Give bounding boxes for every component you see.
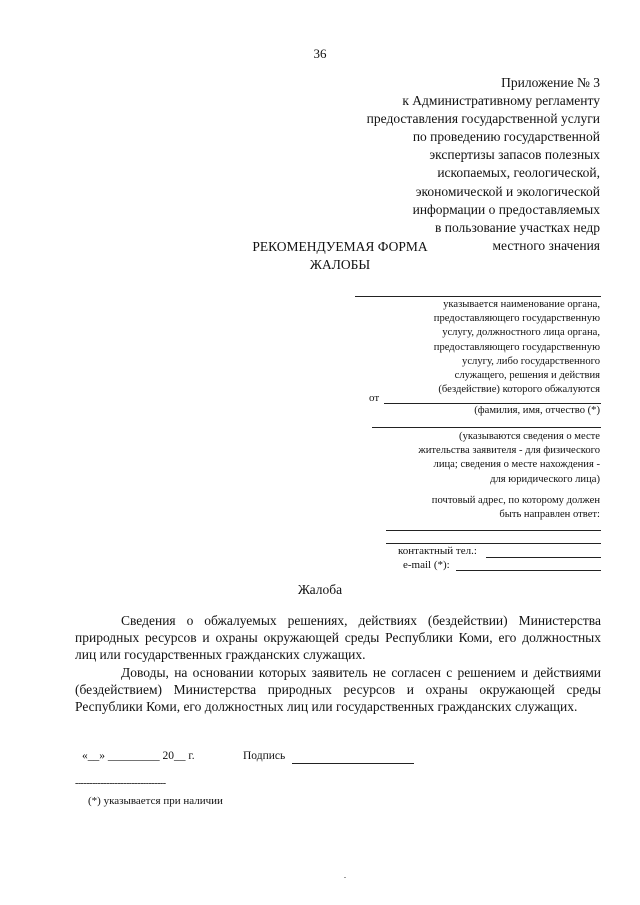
- footnote-separator: --------------------------------: [75, 778, 166, 789]
- appendix-header: [300, 74, 600, 255]
- email-label: e-mail (*):: [403, 559, 450, 571]
- hint-line: служащего, решения и действия: [454, 370, 600, 382]
- form-title: [230, 238, 450, 274]
- signature-label: Подпись: [243, 750, 286, 762]
- postal-address-line-1[interactable]: [386, 530, 601, 531]
- postal-hint: [340, 494, 600, 522]
- hint-line: услугу, либо государственного: [462, 355, 600, 367]
- complaint-body: [75, 612, 601, 715]
- page-number: 36: [313, 46, 327, 61]
- signature-line[interactable]: [292, 763, 414, 764]
- complaint-paragraph-1: Сведения о обжалуемых решениях, действиях (бездействии) Министерства природных ресурсов и охраны окружающей среды Республики Коми, его должностных лиц или государственных гражданских служащих.: [75, 613, 601, 663]
- email-line[interactable]: [456, 570, 601, 571]
- appendix-line: Приложение № 3: [501, 75, 600, 90]
- form-title-line1: РЕКОМЕНДУЕМАЯ ФОРМА: [252, 239, 428, 254]
- residence-line[interactable]: [372, 427, 601, 428]
- scan-speck: [344, 877, 346, 878]
- from-label: от: [369, 392, 380, 404]
- form-title-line2: ЖАЛОБЫ: [309, 257, 371, 272]
- hint-line: (фамилия, имя, отчество (*): [474, 405, 600, 416]
- name-hint: [340, 404, 600, 418]
- appendix-line: информации о предоставляемых: [412, 201, 600, 217]
- hint-line: предоставляющего государственную: [433, 313, 600, 325]
- appendix-line: в пользование участках недр: [435, 219, 600, 235]
- residence-hint: [340, 430, 600, 487]
- complaint-paragraph-2: Доводы, на основании которых заявитель не согласен с решением и действиями (бездействием) Министерства природных ресурсов и охраны окружающей среды Республики Коми, его должностных лиц или государственных гражданских служащих.: [75, 664, 601, 715]
- appendix-line: к Административному регламенту: [402, 93, 600, 109]
- hint-line: лица; сведения о месте нахождения -: [433, 459, 600, 471]
- date-field[interactable]: «__» _________ 20__ г.: [82, 750, 195, 762]
- hint-line: жительства заявителя - для физического: [418, 445, 600, 457]
- hint-line: услугу, должностного лица органа,: [442, 327, 600, 339]
- hint-line: быть направлен ответ:: [499, 509, 600, 521]
- hint-line: (бездействие) которого обжалуются: [438, 384, 600, 396]
- phone-label: контактный тел.:: [398, 545, 477, 557]
- appendix-line: экспертизы запасов полезных: [429, 147, 600, 163]
- complaint-title: Жалоба: [297, 582, 343, 597]
- hint-line: (указываются сведения о месте: [459, 431, 600, 442]
- postal-address-line-2[interactable]: [386, 543, 601, 544]
- hint-line: для юридического лица): [490, 473, 600, 485]
- phone-line[interactable]: [486, 557, 601, 558]
- addressee-hint: [340, 298, 600, 397]
- footnote-text: (*) указывается при наличии: [88, 795, 223, 807]
- appendix-line: местного значения: [492, 237, 600, 253]
- appendix-line: экономической и экологической: [415, 183, 600, 199]
- appendix-line: по проведению государственной: [412, 129, 600, 145]
- addressee-line[interactable]: [355, 296, 601, 297]
- hint-line: указывается наименование органа,: [443, 299, 600, 310]
- hint-line: предоставляющего государственную: [433, 341, 600, 353]
- appendix-line: предоставления государственной услуги: [366, 111, 600, 127]
- hint-line: почтовый адрес, по которому должен: [431, 495, 600, 506]
- appendix-line: ископаемых, геологической,: [437, 165, 600, 181]
